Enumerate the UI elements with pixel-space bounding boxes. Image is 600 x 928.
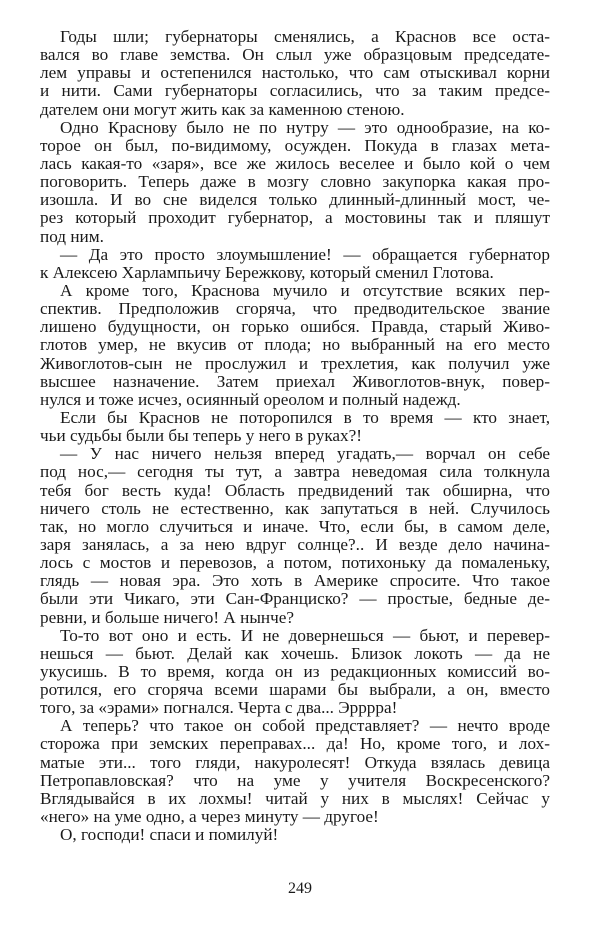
text-line: рез который проходит губернатор, а мостовины так и пляшут: [40, 208, 550, 228]
text-line: Годы шли; губернаторы сменялись, а Краснов все оста-: [60, 27, 550, 46]
text-line: Одно Краснову было не по нутру — это однообразие, на ко-: [60, 117, 550, 137]
text-line: Живоглотов-сын не прослужил и трехлетия, как получил уже: [40, 353, 550, 373]
text-line: так, но могло случиться и иначе. Что, если бы, в самом деле,: [40, 516, 550, 536]
text-line: чьи судьбы были бы теперь у него в руках?!: [40, 426, 362, 446]
text-line: под ним.: [40, 226, 104, 246]
text-line: О, господи! спаси и помилуй!: [60, 825, 279, 845]
text-line: А кроме того, Краснова мучило и отсутствие всяких пер-: [60, 280, 550, 300]
text-line: глядь — новая эра. Это хоть в Америке спросите. Что такое: [40, 571, 550, 591]
text-line: и нити. Сами губернаторы согласились, что за таким предсе-: [40, 81, 550, 101]
text-line: сторожа при земских переправах... да! Но, кроме того, и лох-: [40, 734, 550, 754]
text-line: ротился, его сгоряча всеми шарами бы выбрали, а он, вместо: [40, 680, 550, 700]
text-line: того, за «эрами» погнался. Черта с два... Эрррра!: [40, 698, 398, 718]
book-page-text: [40, 28, 550, 844]
text-line: лем управы и остепенился настолько, что сам отыскивал корни: [40, 63, 550, 83]
text-line: высшее назначение. Затем приехал Живоглотов-внук, повер-: [40, 371, 550, 391]
paragraph: [40, 282, 550, 409]
text-line: спектив. Предположив сгоряча, что предводительское звание: [40, 299, 550, 319]
paragraph: [40, 409, 550, 445]
text-line: ничего столь не естественно, как запутаться в ней. Случилось: [40, 498, 550, 518]
text-line: Вглядывайся в их лохмы! читай у них в мыслях! Сейчас у: [40, 788, 550, 808]
text-line: под нос,— сегодня ты тут, а завтра неведомая сила толкнула: [40, 462, 550, 482]
text-line: глотов умер, не вкусив от плода; но выбранный на его место: [40, 335, 550, 355]
text-line: изошла. И во сне виделся только длинный-длинный мост, че-: [40, 190, 550, 210]
text-line: были эти Чикаго, эти Сан-Франциско? — простые, бедные де-: [40, 589, 550, 609]
text-line: дателем они могут жить как за каменною стеною.: [40, 99, 405, 119]
text-line: торое он был, по-видимому, осужден. Покуда в глазах мета-: [40, 135, 550, 155]
paragraph: [40, 717, 550, 826]
text-line: укусишь. В то время, когда он из редакционных комиссий во-: [40, 661, 550, 681]
text-line: лось с мостов и перевозов, а потом, потихоньку да помаленьку,: [40, 553, 550, 573]
text-line: нулся и тоже исчез, осиянный ореолом и полный надежд.: [40, 389, 461, 409]
paragraph: [40, 826, 550, 844]
paragraph: [40, 445, 550, 626]
text-line: лишено будущности, он горько ошибся. Правда, старый Живо-: [40, 317, 550, 337]
text-line: вался во главе земства. Он слыл уже образцовым председате-: [40, 45, 550, 65]
text-line: То-то вот оно и есть. И не довернешься — бьют, и перевер-: [60, 625, 550, 645]
paragraph: [40, 627, 550, 718]
text-line: заря занялась, а за нею вдруг солнце?.. И везде дело начина-: [40, 534, 550, 554]
text-line: А теперь? что такое он собой представляет? — нечто вроде: [60, 716, 550, 736]
paragraph: [40, 246, 550, 282]
text-line: поговорить. Теперь даже в мозгу словно закупорка какая про-: [40, 172, 550, 192]
text-line: Если бы Краснов не поторопился в то время — кто знает,: [60, 407, 550, 427]
text-line: ревни, и больше ничего! А нынче?: [40, 607, 294, 627]
paragraph: [40, 119, 550, 246]
text-line: лась какая-то «заря», все же жилось веселее и было кой о чем: [40, 153, 550, 173]
text-line: «него» на уме одно, а через минуту — другое!: [40, 807, 379, 827]
text-line: к Алексею Харлампьичу Бережкову, который сменил Глотова.: [40, 262, 494, 282]
text-line: Петропавловская? что на уме у учителя Воскресенского?: [40, 770, 550, 790]
text-line: нешься — бьют. Делай как хочешь. Близок локоть — да не: [40, 643, 550, 663]
paragraph: [40, 28, 550, 119]
text-line: — Да это просто злоумышление! — обращается губернатор: [60, 244, 550, 264]
text-line: матые эти... того гляди, накуролесят! Откуда взялась девица: [40, 752, 550, 772]
page-number: 249: [288, 880, 312, 897]
text-line: тебя бог весть куда! Область предвидений так обширна, что: [40, 480, 550, 500]
text-line: — У нас ничего нельзя вперед угадать,— ворчал он себе: [60, 444, 550, 464]
